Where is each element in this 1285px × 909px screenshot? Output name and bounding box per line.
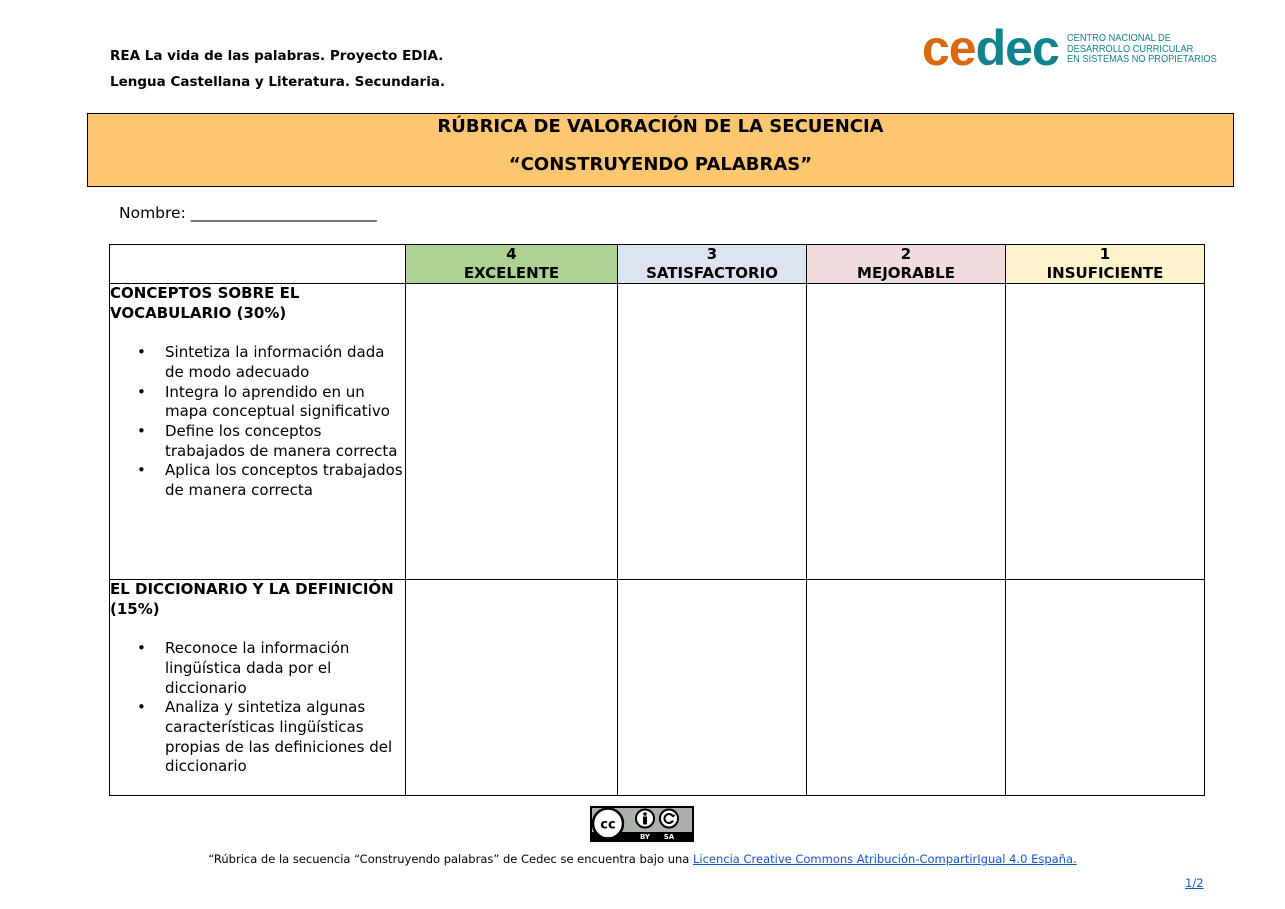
score-cell-mejorable[interactable] xyxy=(807,284,1006,580)
license-link[interactable]: Licencia Creative Commons Atribución-CompartirIgual 4.0 España. xyxy=(692,852,1077,866)
header-project: REA La vida de las palabras. Proyecto EDIA. xyxy=(110,48,444,64)
cedec-logo-subtitle: CENTRO NACIONAL DE DESARROLLO CURRICULAR EN SISTEMAS NO PROPIETARIOS xyxy=(1066,32,1217,66)
cedec-logo-wordmark: cedec xyxy=(922,20,1059,76)
rubric-header-row xyxy=(110,245,1205,284)
score-cell-excelente[interactable] xyxy=(406,580,618,796)
cc-by-sa-icon[interactable] xyxy=(590,806,694,842)
level-header-insuficiente xyxy=(1006,245,1205,284)
criterion-item: • Sintetiza la información dada de modo adecuado xyxy=(137,343,385,381)
page-number-link[interactable]: 1/2 xyxy=(1185,876,1204,890)
criterion-item: • Define los conceptos trabajados de manera correcta xyxy=(137,421,398,460)
rubric-subtitle: “CONSTRUYENDO PALABRAS” xyxy=(508,154,813,175)
rubric-header-empty xyxy=(110,245,406,284)
bullet-icon: • xyxy=(137,421,146,440)
header-subject: Lengua Castellana y Literatura. Secundaria. xyxy=(110,74,446,90)
level-label: EXCELENTE xyxy=(463,264,560,282)
level-label: INSUFICIENTE xyxy=(1046,264,1164,282)
level-score: 4 xyxy=(506,245,517,263)
cedec-logo xyxy=(922,20,1237,76)
criterion-cell xyxy=(110,284,406,580)
cc-by-label: BY xyxy=(639,833,651,841)
criterion-items xyxy=(110,639,405,777)
score-cell-mejorable[interactable] xyxy=(807,580,1006,796)
svg-text:cc: cc xyxy=(600,817,616,833)
criterion-cell xyxy=(110,580,406,796)
cc-sa-label: SA xyxy=(663,833,675,841)
nombre-field: Nombre: ________________________ xyxy=(119,204,377,222)
document-header xyxy=(110,43,445,95)
score-cell-insuficiente[interactable] xyxy=(1006,580,1205,796)
criterion-items xyxy=(110,343,405,501)
bullet-icon: • xyxy=(137,343,146,362)
level-label: MEJORABLE xyxy=(857,264,955,282)
criterion-item: • Reconoce la información lingüística dada por el diccionario xyxy=(137,639,350,697)
level-score: 3 xyxy=(706,245,718,263)
level-label: SATISFACTORIO xyxy=(646,264,778,282)
license-footer xyxy=(0,852,1285,866)
bullet-icon: • xyxy=(137,382,146,401)
rubric-row-diccionario xyxy=(110,580,1205,796)
score-cell-satisfactorio[interactable] xyxy=(618,284,807,580)
rubric-title: RÚBRICA DE VALORACIÓN DE LA SECUENCIA xyxy=(437,116,884,137)
rubric-table xyxy=(109,244,1205,796)
criterion-item: • Integra lo aprendido en un mapa conceptual significativo xyxy=(137,382,390,421)
level-header-excelente xyxy=(406,245,618,284)
criterion-title: EL DICCIONARIO Y LA DEFINICIÓN (15%) xyxy=(110,580,394,618)
rubric-row-vocabulario xyxy=(110,284,1205,580)
score-cell-satisfactorio[interactable] xyxy=(618,580,807,796)
level-header-satisfactorio xyxy=(618,245,807,284)
criterion-item: • Aplica los conceptos trabajados de manera correcta xyxy=(137,461,403,500)
license-text: “Rúbrica de la secuencia “Construyendo palabras” de Cedec se encuentra bajo una xyxy=(208,852,693,866)
rubric-title-box xyxy=(87,113,1234,187)
criterion-title: CONCEPTOS SOBRE EL VOCABULARIO (30%) xyxy=(110,284,300,322)
bullet-icon: • xyxy=(137,461,146,480)
level-score: 2 xyxy=(900,245,912,263)
level-header-mejorable xyxy=(807,245,1006,284)
score-cell-insuficiente[interactable] xyxy=(1006,284,1205,580)
level-score: 1 xyxy=(1099,245,1111,263)
score-cell-excelente[interactable] xyxy=(406,284,618,580)
bullet-icon: • xyxy=(137,698,146,717)
criterion-item: • Analiza y sintetiza algunas características lingüísticas propias de las definiciones del diccionario xyxy=(137,698,393,776)
bullet-icon: • xyxy=(137,639,146,658)
